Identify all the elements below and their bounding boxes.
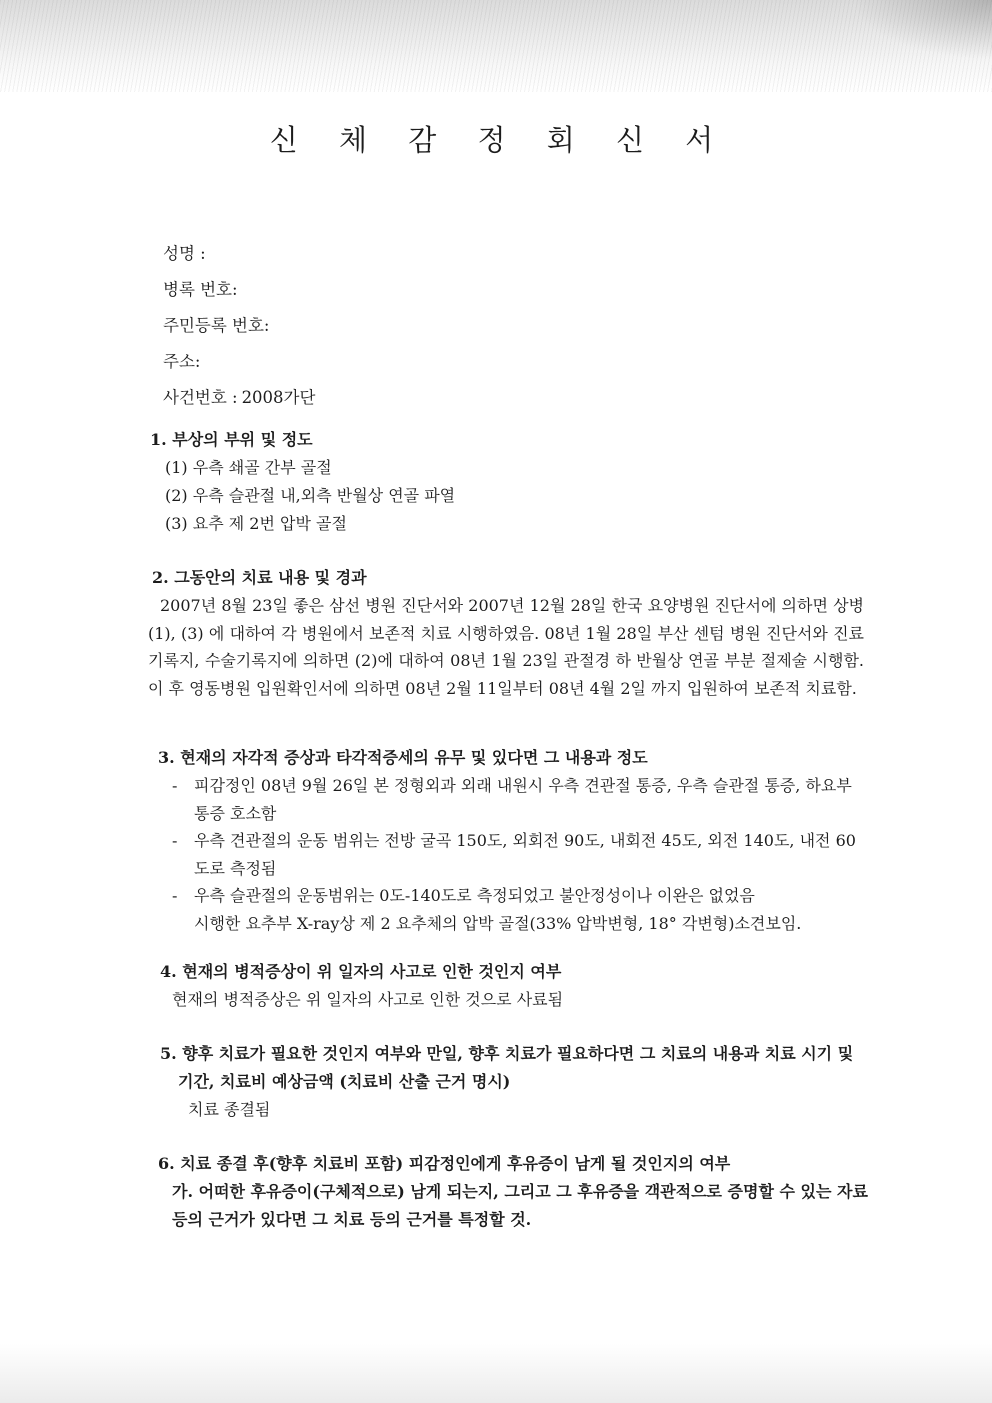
section-5-title: 5. 향후 치료가 필요한 것인지 여부와 만일, 향후 치료가 필요하다면 그 치료의 내용과 치료 시기 및 기간, 치료비 예상금액 (치료비 산출 근거 명시) — [160, 1044, 854, 1091]
section-causation — [160, 958, 860, 1014]
field-resident-number — [163, 308, 863, 344]
section-future-treatment — [160, 1040, 872, 1124]
personal-info-fields — [163, 236, 863, 416]
section-3-bullet-1 — [172, 772, 868, 827]
section-injury-site — [150, 426, 890, 538]
section-3-bullet-3-text: 우측 슬관절의 운동범위는 0도-140도로 측정되었고 불안정성이나 이완은 없었음 — [194, 886, 755, 905]
section-2-body: 2007년 8월 23일 좋은 삼선 병원 진단서와 2007년 12월 28일 한국 요양병원 진단서에 의하면 상병 (1), (3) 에 대하여 각 병원에서 보존적 치료 시행하였음. 08년 1월 28일 부산 센텀 병원 진단서와 진료 기록지, 수술기록지에 의하면 (2)에 대하여 08년 1월 23일 관절경 하 반월상 연골 부분 절제술 시행함. 이 후 영동병원 입원확인서에 의하면 08년 2월 11일부터 08년 4월 2일 까지 입원하여 보존적 치료함. — [148, 596, 864, 698]
bullet-dash: - — [172, 831, 178, 850]
field-record-number — [163, 272, 863, 308]
section-6-title: 6. 치료 종결 후(향후 치료비 포함) 피감정인에게 후유증이 남게 될 것인지의 여부 — [158, 1154, 731, 1173]
field-name — [163, 236, 863, 272]
section-current-symptoms — [158, 744, 868, 937]
section-treatment-history — [148, 564, 864, 702]
section-6-body: 가. 어떠한 후유증이(구체적으로) 남게 되는지, 그리고 그 후유증을 객관적으로 증명할 수 있는 자료 등의 근거가 있다면 그 치료 등의 근거를 특정할 것. — [172, 1182, 868, 1229]
section-3-bullet-1-text: 피감정인 08년 9월 26일 본 정형외과 외래 내원시 우측 견관절 통증, 우측 슬관절 통증, 하요부 통증 호소함 — [194, 776, 852, 823]
field-case-number — [163, 380, 863, 416]
document-title: 신 체 감 정 회 신 서 — [269, 123, 723, 157]
section-1-item-3: (3) 요추 제 2번 압박 골절 — [165, 514, 347, 533]
section-1-item-1: (1) 우측 쇄골 간부 골절 — [165, 458, 332, 477]
section-1-title: 1. 부상의 부위 및 정도 — [150, 430, 313, 449]
field-address — [163, 344, 863, 380]
bullet-dash: - — [172, 886, 178, 905]
field-case-number-label: 사건번호 : — [163, 388, 238, 407]
bullet-dash: - — [172, 776, 178, 795]
section-3-bullet-2-text: 우측 견관절의 운동 범위는 전방 굴곡 150도, 외회전 90도, 내회전 45도, 외전 140도, 내전 60도로 측정됨 — [194, 831, 856, 878]
field-resident-number-label: 주민등록 번호: — [163, 316, 270, 335]
section-3-bullet-3 — [172, 882, 868, 910]
field-name-label: 성명 : — [163, 244, 206, 263]
section-3-title: 3. 현재의 자각적 증상과 타각적증세의 유무 및 있다면 그 내용과 정도 — [158, 748, 648, 767]
section-sequelae — [158, 1150, 874, 1234]
section-3-xray-finding: 시행한 요추부 X-ray상 제 2 요추체의 압박 골절(33% 압박변형, 18° 각변형)소견보임. — [194, 913, 802, 933]
section-1-item-2: (2) 우측 슬관절 내,외측 반월상 연골 파열 — [165, 486, 456, 505]
section-4-body: 현재의 병적증상은 위 일자의 사고로 인한 것으로 사료됨 — [172, 990, 564, 1009]
field-record-number-label: 병록 번호: — [163, 280, 238, 299]
field-case-number-value: 2008가단 — [241, 388, 316, 407]
section-5-body: 치료 종결됨 — [188, 1100, 271, 1119]
section-2-title: 2. 그동안의 치료 내용 및 경과 — [152, 568, 367, 587]
field-address-label: 주소: — [163, 352, 201, 371]
section-4-title: 4. 현재의 병적증상이 위 일자의 사고로 인한 것인지 여부 — [160, 962, 562, 981]
section-3-bullet-2 — [172, 827, 868, 882]
